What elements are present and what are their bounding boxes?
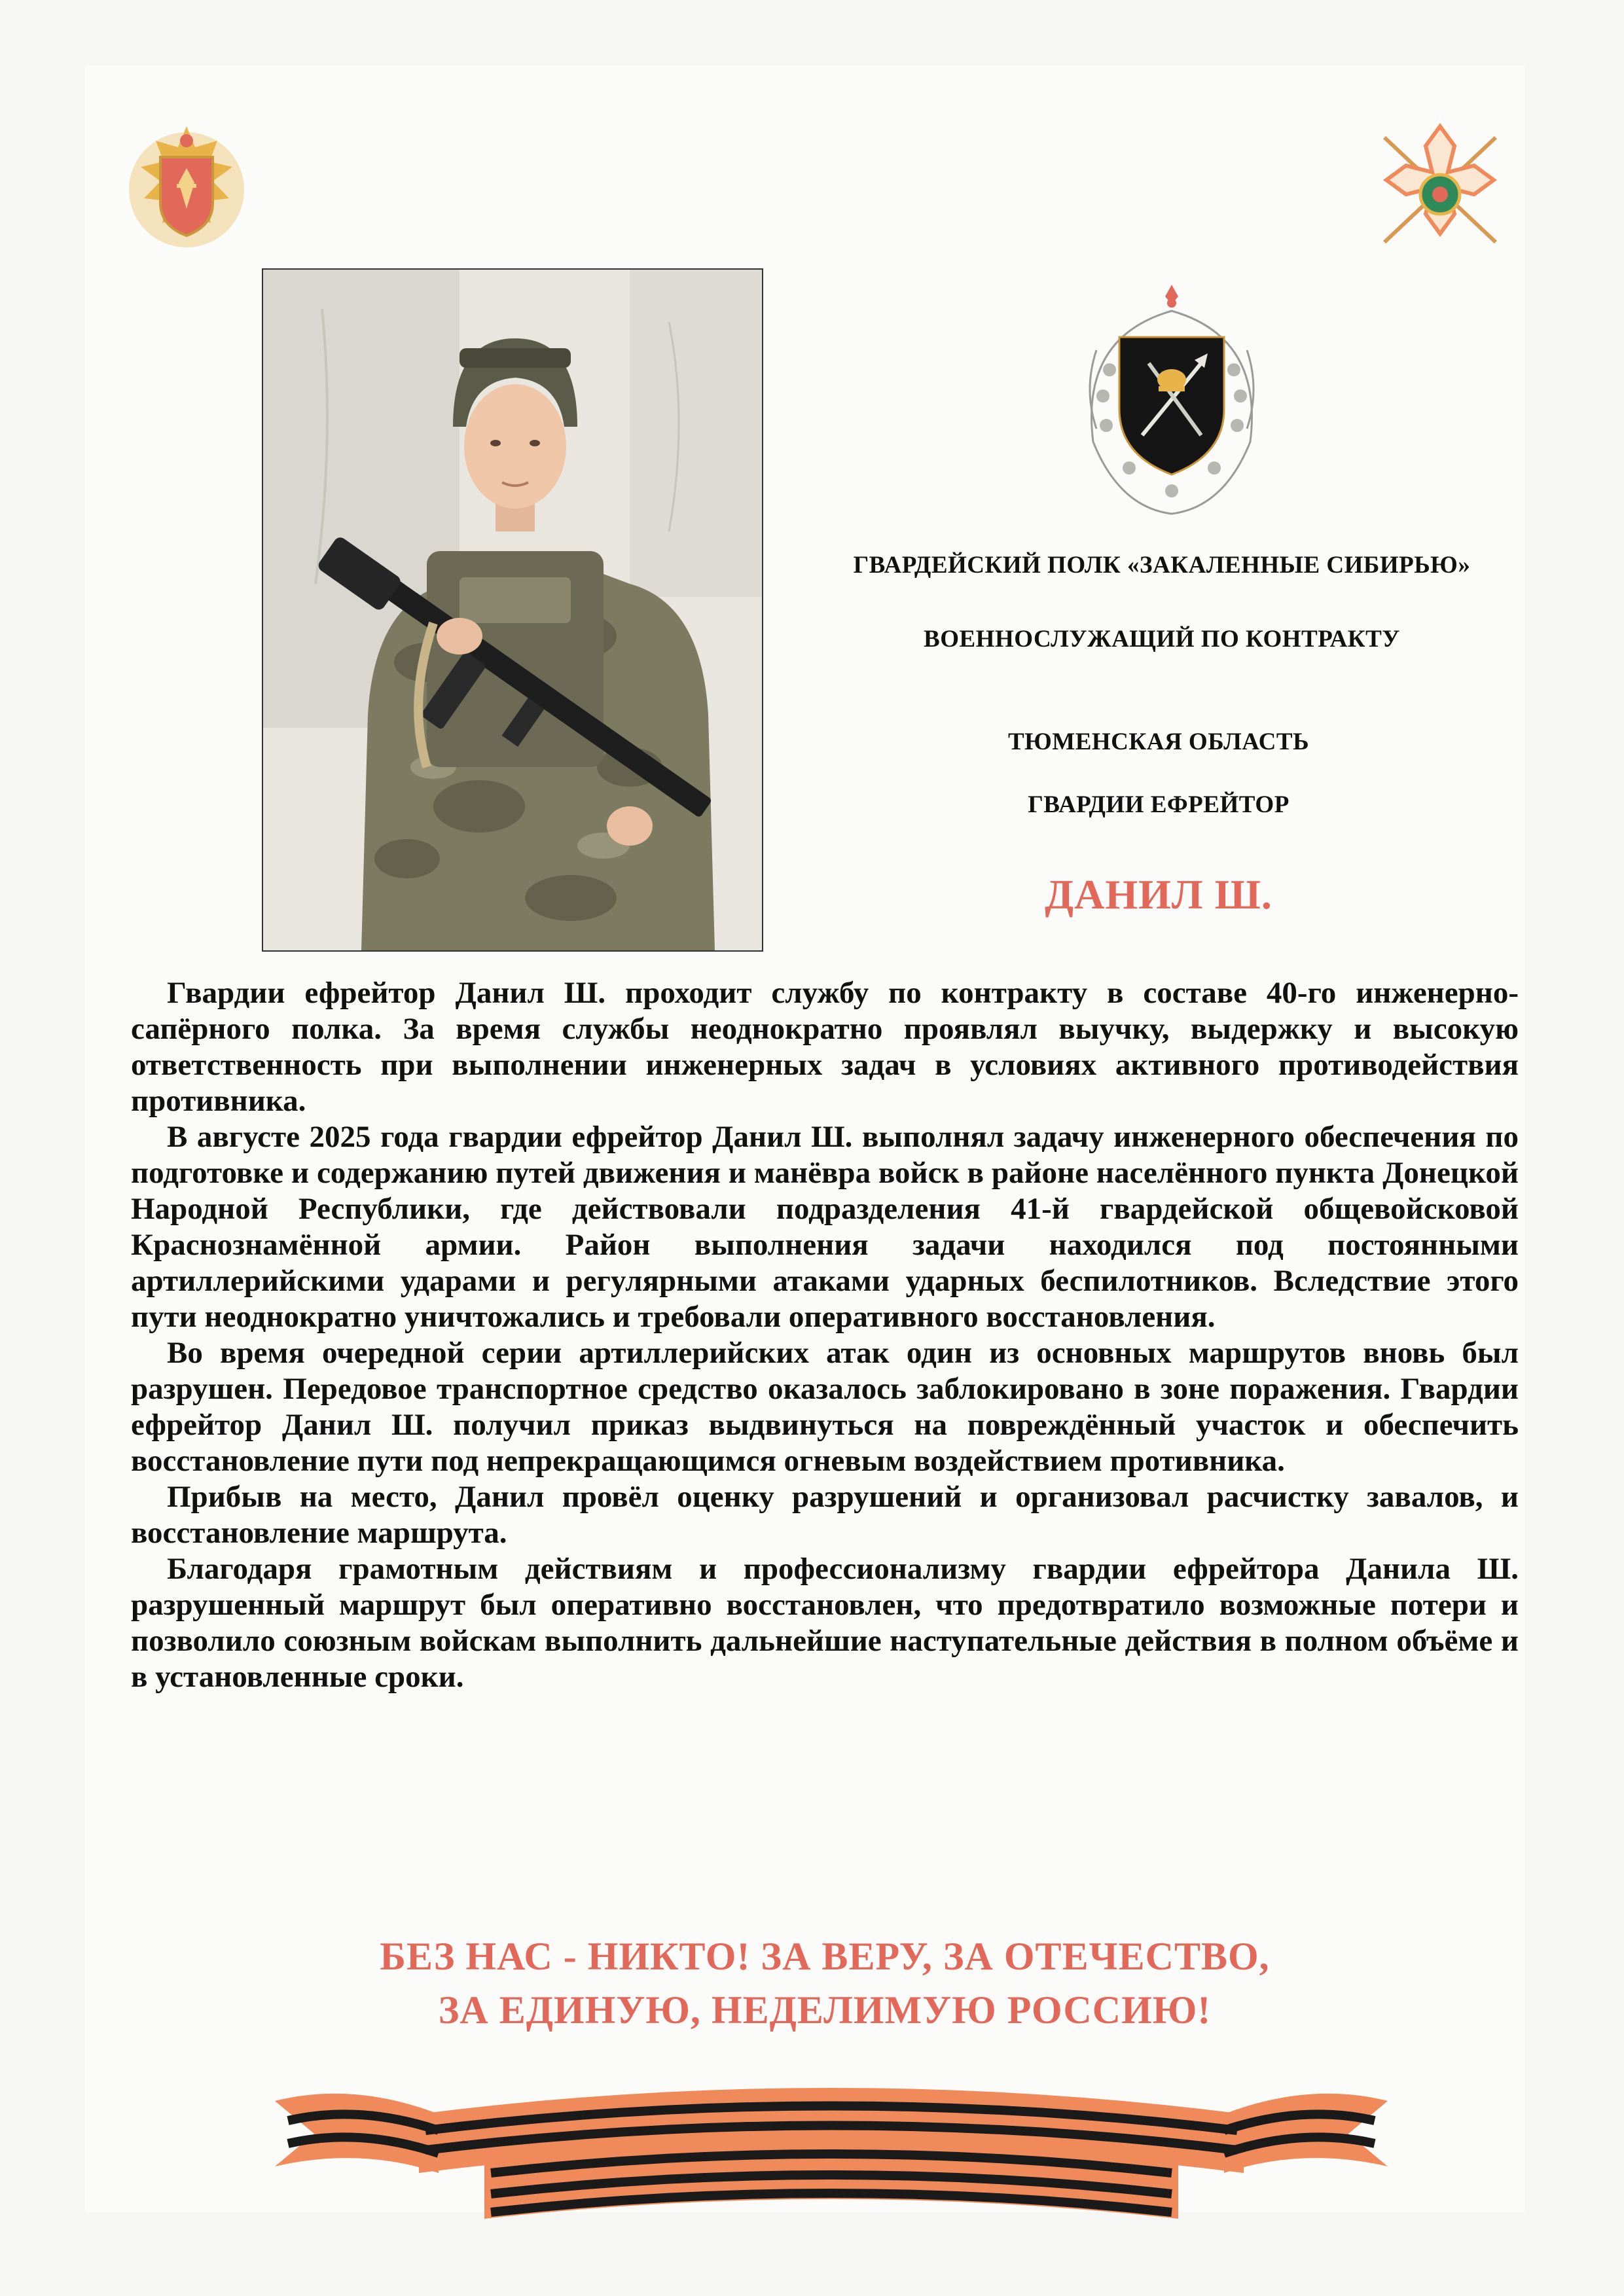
rank: ГВАРДИИ ЕФРЕЙТОР	[1028, 791, 1290, 818]
district-emblem-icon	[124, 121, 249, 259]
person-name: ДАНИЛ Ш.	[1045, 871, 1272, 918]
region: ТЮМЕНСКАЯ ОБЛАСТЬ	[1007, 728, 1310, 755]
service-status: ВОЕННОСЛУЖАЩИЙ ПО КОНТРАКТУ	[924, 626, 1400, 653]
paragraph: Гвардии ефрейтор Данил Ш. проходит службу по контракту в составе 40-го инженерно-сапёрного полка. За время службы неоднократно проявлял выучку, выдержку и высокую ответственность при выполнении инженерных задач в условиях активного противодействия противника.	[131, 976, 1519, 1118]
paragraph: Благодаря грамотным действиям и профессионализму гвардии ефрейтора Данила Ш. разрушенный маршрут был оперативно восстановлен, что предотвратило возможные потери и позволило союзным войскам выполнить дальнейшие наступательные действия в полном объёме и в установленные сроки.	[131, 1552, 1519, 1694]
paragraph: В августе 2025 года гвардии ефрейтор Данил Ш. выполнял задачу инженерного обеспечения по подготовке и содержанию путей движения и манёвра войск в районе населённого пункта Донецкой Народной Республики, где действовали подразделения 41-й гвардейской общевойсковой Краснознамённой армии. Район выполнения задачи находился под постоянными артиллерийскими ударами и регулярными атаками ударных беспилотников. Вследствие этого пути неоднократно уничтожались и требовали оперативного восстановления.	[131, 1120, 1519, 1334]
soldier-photo	[262, 268, 763, 952]
order-cross-icon	[1368, 121, 1512, 259]
motto-line-2: ЗА ЕДИНУЮ, НЕДЕЛИМУЮ РОССИЮ!	[438, 1988, 1212, 2032]
unit-name: ГВАРДЕЙСКИЙ ПОЛК «ЗАКАЛЕННЫЕ СИБИРЬЮ»	[853, 552, 1471, 579]
engineer-regiment-emblem-icon	[1070, 272, 1273, 520]
story-text	[131, 975, 1519, 1695]
paragraph: Во время очередной серии артиллерийских атак один из основных маршрутов вновь был разрушен. Передовое транспортное средство оказалось заблокировано в зоне поражения. Гвардии ефрейтор Данил Ш. получил приказ выдвинуться на повреждённый участок и обеспечить восстановление пути под непрекращающимся огневым воздействием противника.	[131, 1336, 1519, 1478]
st-george-ribbon-icon	[275, 2055, 1388, 2232]
motto-line-1: БЕЗ НАС - НИКТО! ЗА ВЕРУ, ЗА ОТЕЧЕСТВО,	[380, 1935, 1270, 1978]
motto	[131, 1929, 1519, 2037]
paragraph: Прибыв на место, Данил провёл оценку разрушений и организовал расчистку завалов, и восстановление маршрута.	[131, 1480, 1519, 1550]
